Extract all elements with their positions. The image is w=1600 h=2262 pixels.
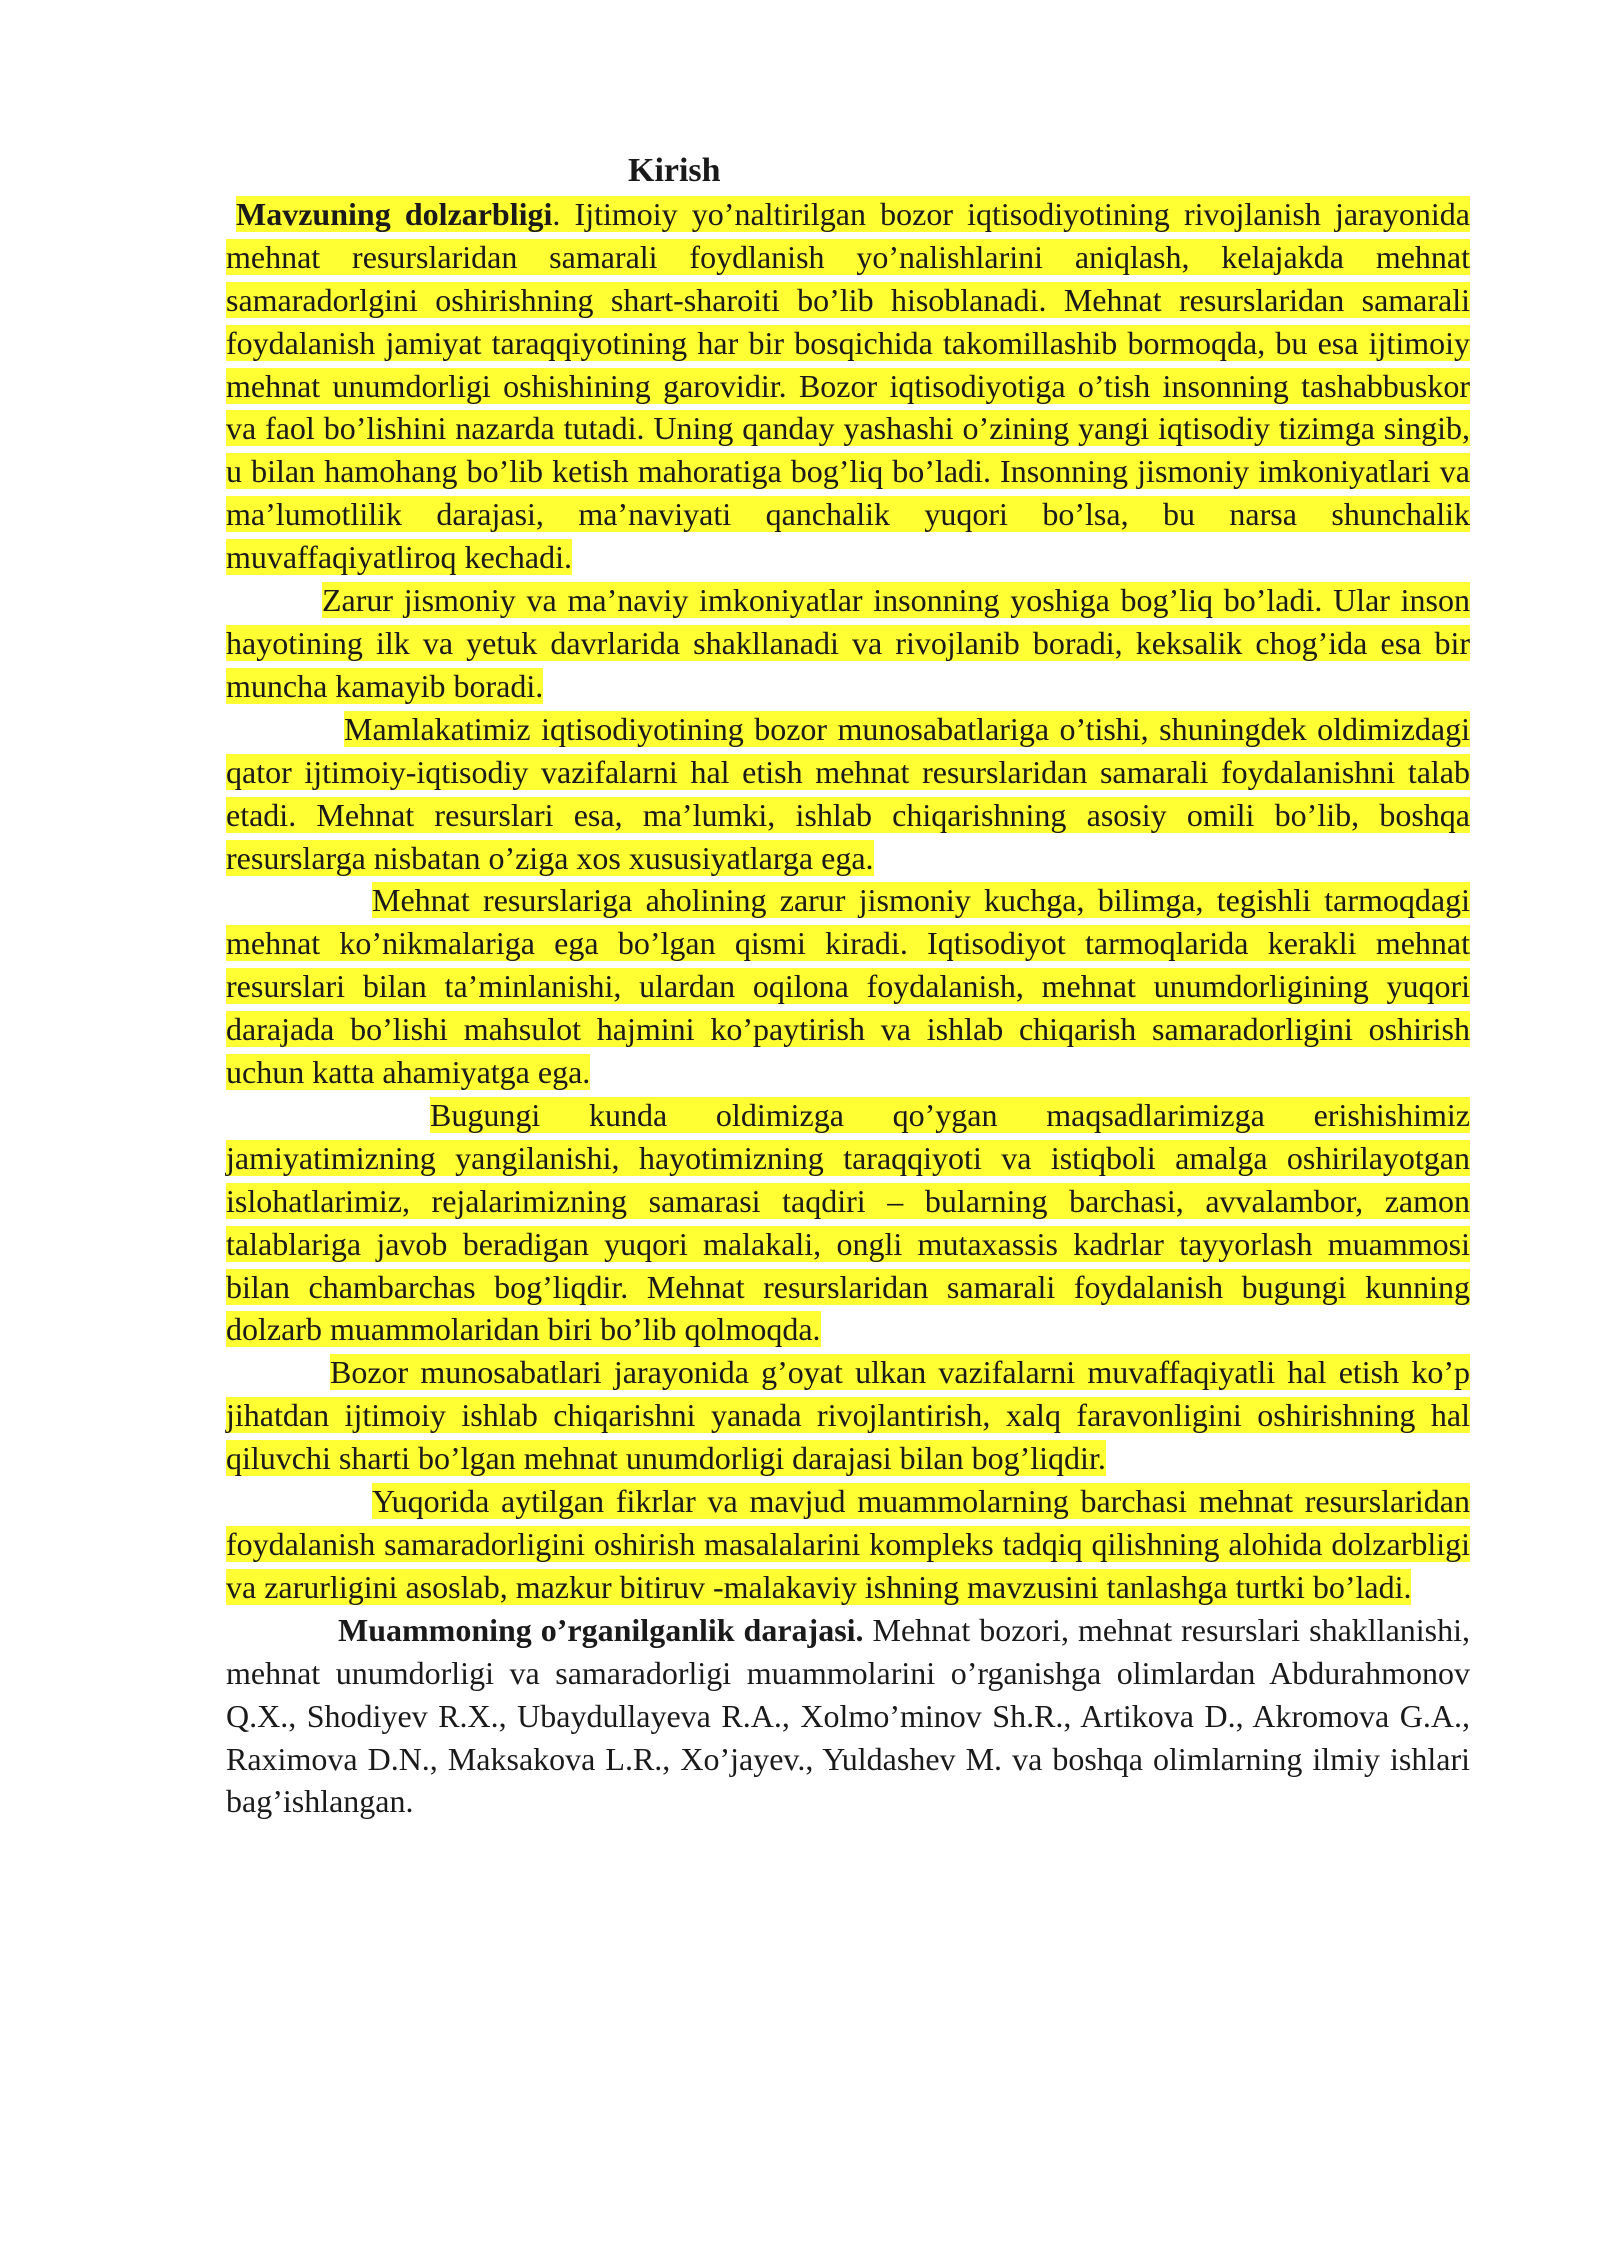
paragraph-6 — [226, 1351, 1470, 1480]
paragraph-5 — [226, 1094, 1470, 1351]
page-title: Kirish — [628, 152, 721, 189]
paragraph-text: Yuqorida aytilgan fikrlar va mavjud muammolarning barchasi mehnat resurslaridan foydalanish samaradorligini oshirish masalalarini kompleks tadqiq qilishning alohida dolzarbligi va zarurligini asoslab, mazkur bitiruv -malakaviy ishning mavzusini tanlashga turtki bo’ladi. — [226, 1483, 1470, 1605]
paragraph-text: Mamlakatimiz iqtisodiyotining bozor munosabatlariga o’tishi, shuningdek oldimizdagi qator ijtimoiy-iqtisodiy vazifalarni hal etish mehnat resurslaridan samarali foydalanishni talab etadi. Mehnat resurslari esa, ma’lumki, ishlab chiqarishning asosiy omili bo’lib, boshqa resurslarga nisbatan o’ziga xos xususiyatlarga ega. — [226, 710, 1470, 876]
paragraph-4 — [226, 879, 1470, 1094]
paragraph-text: . Ijtimoiy yo’naltirilgan bozor iqtisodiyotining rivojlanish jarayonida mehnat resurslaridan samarali foydlanish yo’nalishlarini aniqlash, kelajakda mehnat samaradorlgini oshirishning shart-sharoiti bo’lib hisoblanadi. Mehnat resurslaridan samarali foydalanish jamiyat taraqqiyotining har bir bosqichida takomillashib bormoqda, bu esa ijtimoiy mehnat unumdorligi oshishining garovidir. Bozor iqtisodiyotiga o’tish insonning tashabbuskor va faol bo’lishini nazarda tutadi. Uning qanday yashashi o’zining yangi iqtisodiy tizimga singib, u bilan hamohang bo’lib ketish mahoratiga bog’liq bo’ladi. Insonning jismoniy imkoniyatlari va ma’lumotlilik darajasi, ma’naviyati qanchalik yuqori bo’lsa, bu narsa shunchalik muvaffaqiyatliroq kechadi. — [226, 195, 1471, 576]
section-lead-study-level: Muammoning o’rganilganlik darajasi. — [338, 1611, 864, 1648]
paragraph-text: Bozor munosabatlari jarayonida g’oyat ulkan vazifalarni muvaffaqiyatli hal etish ko’p jihatdan ijtimoiy ishlab chiqarishni yanada rivojlantirish, xalq faravonligini oshirishning hal qiluvchi sharti bo’lgan mehnat unumdorligi darajasi bilan bog’liqdir. — [226, 1354, 1470, 1477]
highlighted-text — [226, 196, 1470, 575]
paragraph-study-level — [226, 1609, 1470, 1824]
paragraph-2 — [226, 579, 1470, 708]
paragraph-relevance — [226, 193, 1470, 579]
paragraph-3 — [226, 708, 1470, 880]
paragraph-text: Mehnat bozori, mehnat resurslari shakllanishi, mehnat unumdorligi va samaradorligi muammolarini o’rganishga olimlardan Abdurahmonov Q.X., Shodiyev R.X., Ubaydullayeva R.A., Xolmo’minov Sh.R., Artikova D., Akromova G.A., Raximova D.N., Maksakova L.R., Xo’jayev., Yuldashev M. va boshqa olimlarning ilmiy ishlari bag’ishlangan. — [226, 1611, 1471, 1820]
document-body — [226, 150, 1470, 1823]
paragraph-text: Bugungi kunda oldimizga qo’ygan maqsadlarimizga erishishimiz jamiyatimizning yangilanishi, hayotimizning taraqqiyoti va istiqboli amalga oshirilayotgan islohatlarimiz, rejalarimizning samarasi taqdiri – bularning barchasi, avvalambor, zamon talablariga javob beradigan yuqori malakali, ongli mutaxassis kadrlar tayyorlash muammosi bilan chambarchas bog’liqdir. Mehnat resurslaridan samarali foydalanish bugungi kunning dolzarb muammolaridan biri bo’lib qolmoqda. — [226, 1096, 1470, 1348]
paragraph-text: Zarur jismoniy va ma’naviy imkoniyatlar insonning yoshiga bog’liq bo’ladi. Ular inson hayotining ilk va yetuk davrlarida shakllanadi va rivojlanib boradi, keksalik chog’ida esa bir muncha kamayib boradi. — [226, 582, 1470, 704]
paragraph-text: Mehnat resurslariga aholining zarur jismoniy kuchga, bilimga, tegishli tarmoqdagi mehnat ko’nikmalariga ega bo’lgan qismi kiradi. Iqtisodiyot tarmoqlarida kerakli mehnat resurslari bilan ta’minlanishi, ulardan oqilona foydalanish, mehnat unumdorligining yuqori darajada bo’lishi mahsulot hajmini ko’paytirish va ishlab chiqarish samaradorligini oshirish uchun katta ahamiyatga ega. — [226, 882, 1470, 1091]
section-lead-relevance: Mavzuning dolzarbligi — [236, 195, 553, 232]
paragraph-7 — [226, 1480, 1470, 1609]
